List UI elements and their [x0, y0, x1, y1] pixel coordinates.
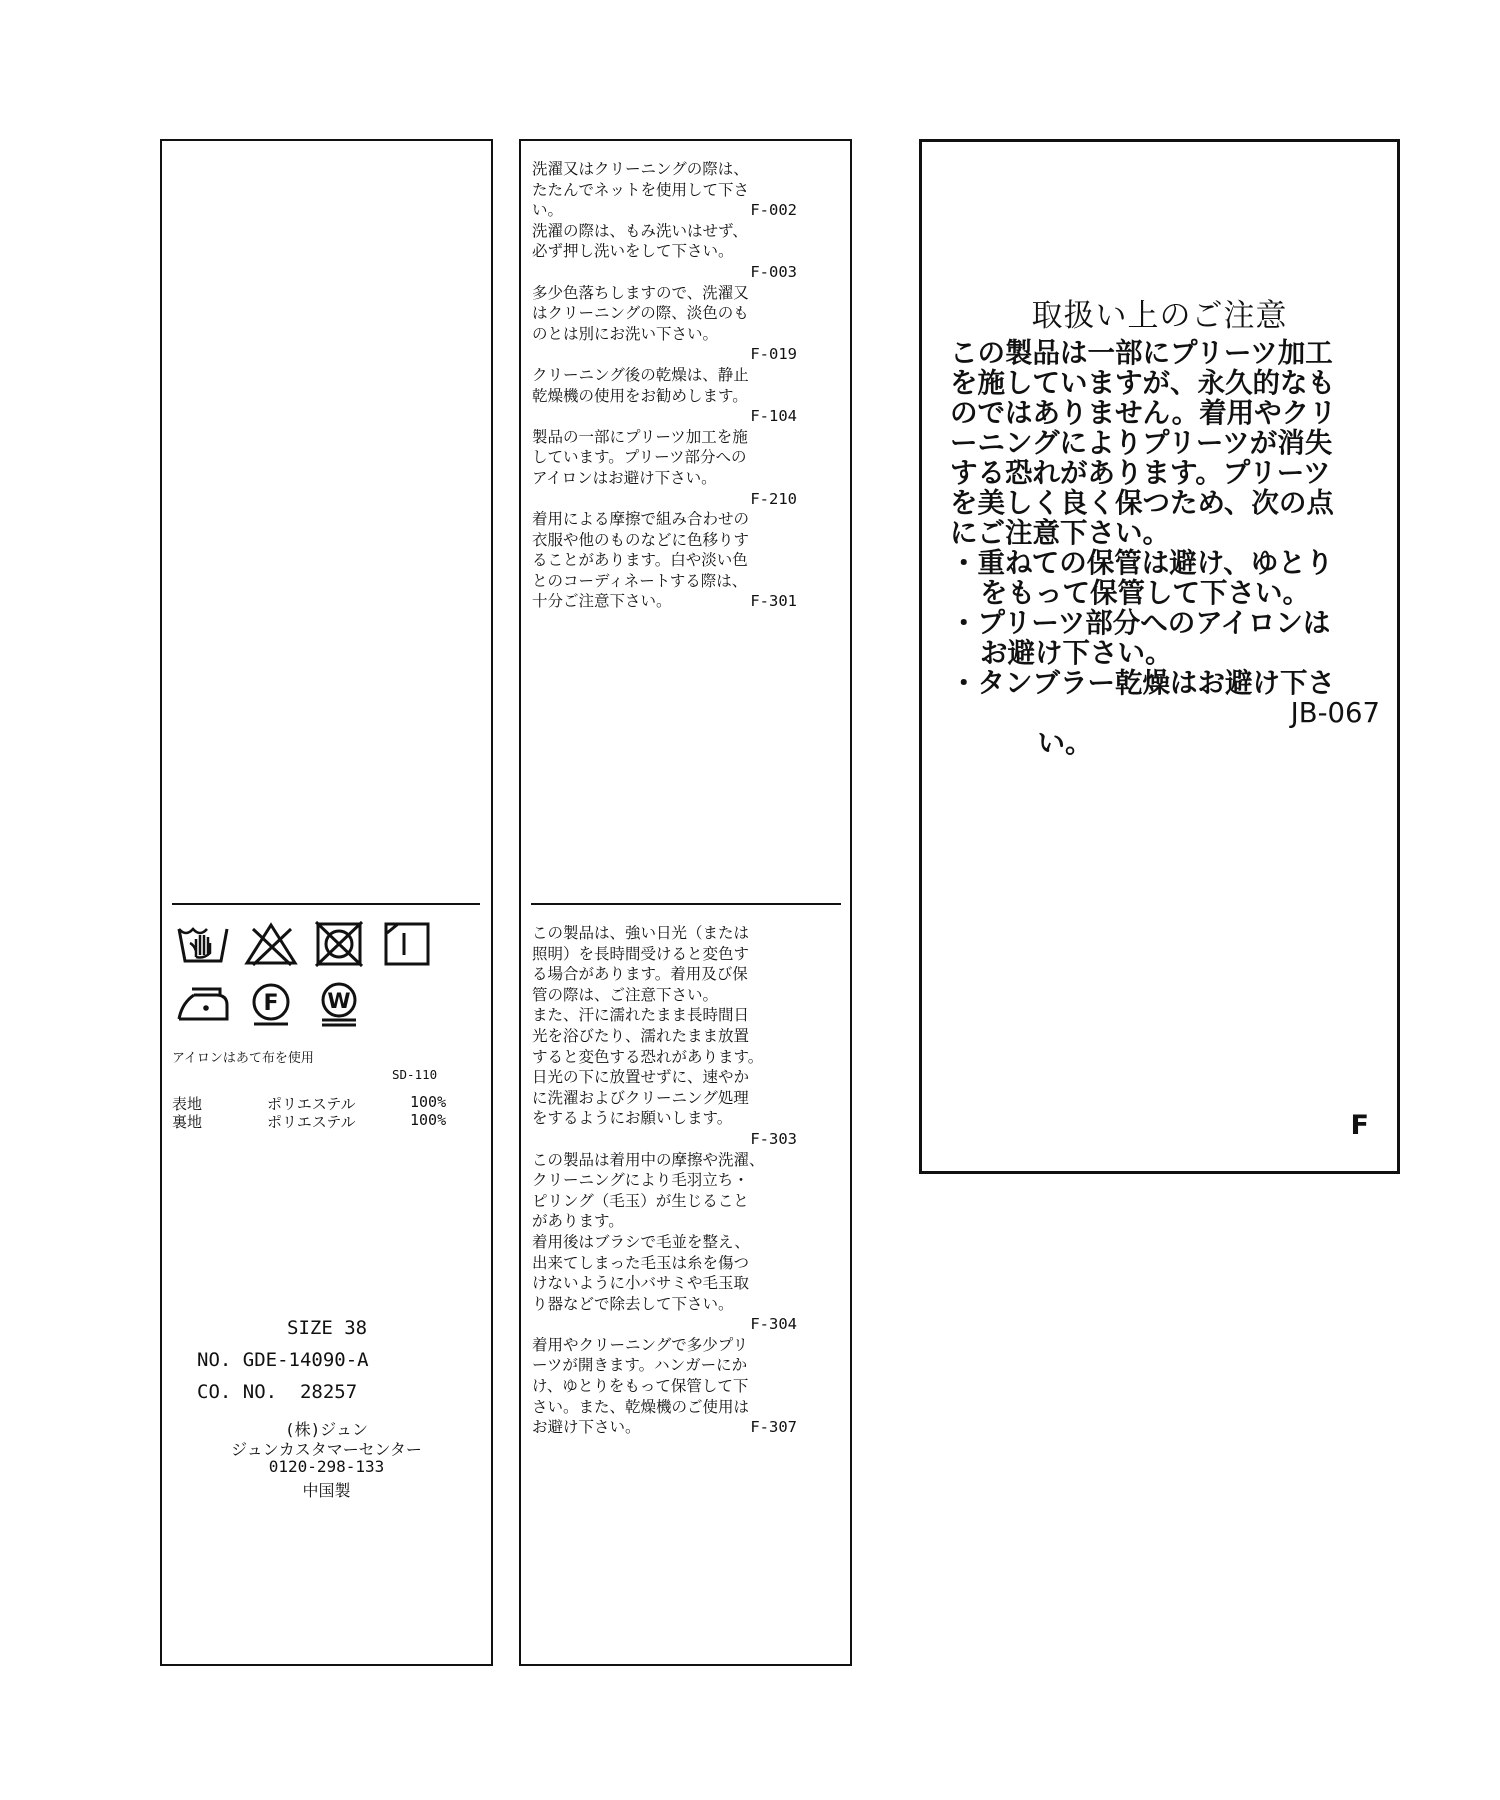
- no-tumble-dry-icon: [312, 921, 366, 967]
- care-label-notes: [519, 139, 852, 1666]
- wet-clean-w-icon: [312, 981, 366, 1027]
- note-text: 多少色落ちしますので、洗濯又 はクリーニングの際、淡色のも のとは別にお洗い下さい。: [532, 283, 749, 343]
- note-text: クリーニング後の乾燥は、静止 乾燥機の使用をお勧めします。: [532, 365, 749, 405]
- size-value: 38: [344, 1317, 368, 1339]
- caution-line: を施していますが、永久的なも: [950, 367, 1335, 399]
- fabric-part: 表地: [172, 1095, 203, 1113]
- note-text: 着用による摩擦で組み合わせの 衣服や他のものなどに色移りす ることがあります。白や淡い色 とのコーディネートする際は、 十分ご注意下さい。: [532, 510, 750, 611]
- care-label-main: [160, 139, 493, 1666]
- maker-name: (株)ジュン: [285, 1420, 368, 1439]
- size: [287, 1317, 367, 1339]
- caution-line: ーニングによりプリーツが消失: [950, 427, 1333, 459]
- caution-bullet: ・重ねての保管は避け、ゆとり: [950, 547, 1334, 579]
- caution-line: この製品は一部にプリーツ加工: [950, 337, 1333, 369]
- co-number: CO. NO. 28257: [197, 1381, 358, 1403]
- caution-line: を美しく良く保つため、次の点: [950, 487, 1334, 519]
- note-text: 洗濯の際は、もみ洗いはせず、 必ず押し洗いをして下さい。: [532, 221, 748, 261]
- notes-top: [532, 159, 797, 612]
- caution-line: をもって保管して下さい。: [980, 577, 1310, 609]
- note-code: F-301: [750, 592, 797, 611]
- note-text: この製品は着用中の摩擦や洗濯、 クリーニングにより毛羽立ち・ ピリング（毛玉）が生じること があります。 着用後はブラシで毛並を整え、 出来てしまった毛玉は糸を傷つ けないように小バサミや毛玉取 り器などで除去して下さい。: [532, 1150, 765, 1313]
- note-code: F-303: [750, 1129, 797, 1148]
- corner-mark: F: [1350, 1110, 1369, 1141]
- note-code: F-002: [750, 201, 797, 220]
- fabric-part: 裏地: [172, 1113, 203, 1131]
- note-code: F-104: [750, 407, 797, 426]
- fabric-percent: 100%: [410, 1093, 447, 1111]
- caution-line: のではありません。着用やクリ: [950, 397, 1337, 429]
- care-code: SD-110: [392, 1067, 438, 1082]
- fabric-material: ポリエステル: [267, 1095, 356, 1113]
- iron-low-icon: [176, 981, 230, 1027]
- divider: [172, 903, 480, 905]
- caution-line: お避け下さい。: [980, 637, 1173, 669]
- caution-bullet: ・プリーツ部分へのアイロンは: [950, 607, 1331, 639]
- caution-last-line: [950, 698, 1380, 818]
- size-label: SIZE: [287, 1317, 333, 1339]
- wet-clean-letter: W: [327, 989, 351, 1013]
- divider: [531, 903, 841, 905]
- care-symbols-row-2: [176, 981, 366, 1027]
- note-code: F-003: [750, 262, 797, 281]
- iron-care-note: アイロンはあて布を使用: [172, 1051, 314, 1066]
- hand-wash-icon: [176, 921, 230, 967]
- pleat-caution-label: [919, 139, 1400, 1174]
- care-symbols-row-1: [176, 921, 434, 967]
- customer-center: ジュンカスタマーセンター: [231, 1440, 422, 1459]
- note-code: F-019: [750, 345, 797, 364]
- note-code: F-307: [750, 1418, 797, 1437]
- fabric-material: ポリエステル: [267, 1113, 356, 1131]
- caution-code: JB-067: [1290, 697, 1380, 729]
- caution-title: 取扱い上のご注意: [1031, 298, 1288, 334]
- style-number: NO. GDE-14090-A: [197, 1349, 369, 1371]
- phone-number: 0120-298-133: [268, 1457, 385, 1476]
- notes-bottom: [532, 923, 797, 1438]
- country-of-origin: 中国製: [302, 1481, 351, 1500]
- caution-body: [950, 338, 1380, 818]
- no-bleach-icon: [244, 921, 298, 967]
- caution-bullet: ・タンブラー乾燥はお避け下さ: [950, 667, 1335, 699]
- note-code: F-210: [750, 489, 797, 508]
- caution-line: にご注意下さい。: [950, 517, 1170, 549]
- dry-clean-f-icon: [244, 981, 298, 1027]
- note-text: 着用やクリーニングで多少プリ ーツが開きます。ハンガーにか け、ゆとりをもって保管して下 さい。また、乾燥機のご使用は お避け下さい。: [532, 1335, 750, 1437]
- note-code: F-304: [750, 1315, 797, 1334]
- fabric-percent: 100%: [410, 1111, 447, 1129]
- dry-clean-letter: F: [263, 991, 279, 1016]
- note-text: 洗濯又はクリーニングの際は、 たたんでネットを使用して下さ い。: [532, 160, 750, 220]
- caution-line: する恐れがあります。プリーツ: [950, 457, 1331, 489]
- line-dry-icon: [380, 921, 434, 967]
- note-text: この製品は、強い日光（または 照明）を長時間受けると変色す る場合があります。着用及び保 管の際は、ご注意下さい。 また、汗に濡れたまま長時間日 光を浴びたり、濡れたまま放置 すると変色する恐れがあります。 日光の下に放置せずに、速やか に洗濯およびクリーニング処理 をするようにお願いします。: [532, 924, 764, 1128]
- caution-line: い。: [1037, 727, 1093, 759]
- note-text: 製品の一部にプリーツ加工を施 しています。プリーツ部分への アイロンはお避け下さい。: [532, 427, 748, 487]
